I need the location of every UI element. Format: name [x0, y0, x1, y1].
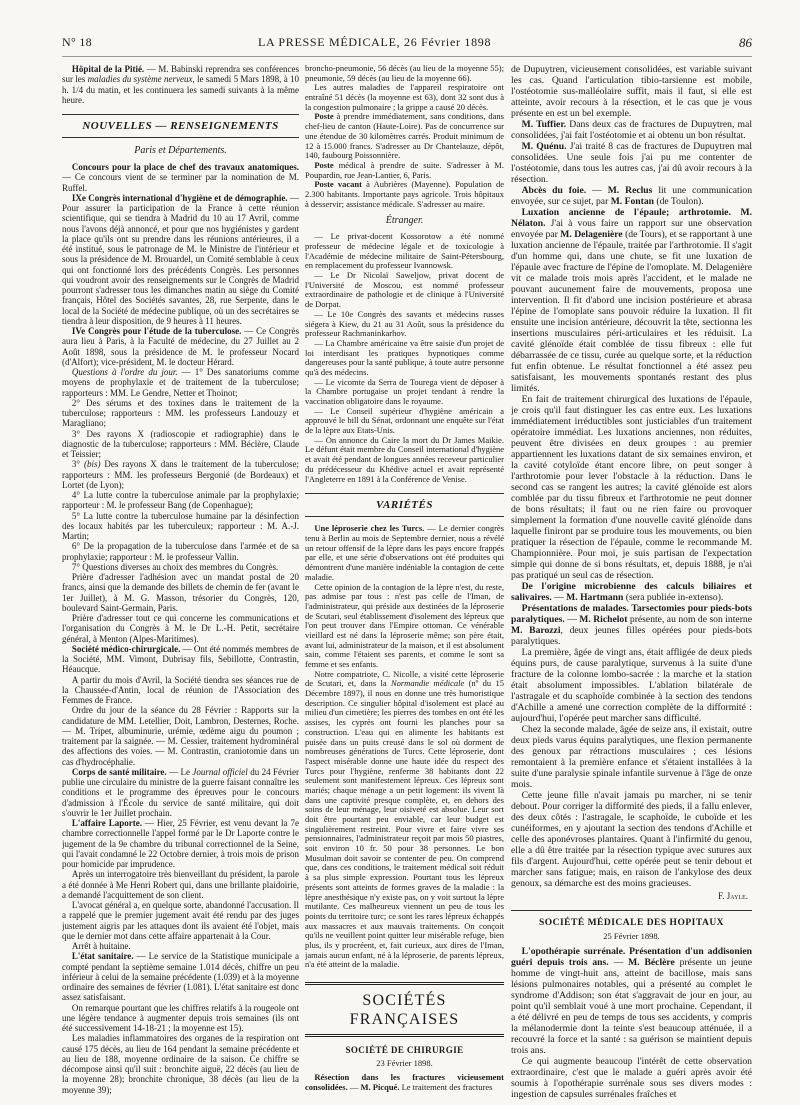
- paragraph-lead: IXe Congrès international d'hygiène et de démographie.: [71, 192, 288, 203]
- paragraph-lead: Présentations de malades. Tarsectomies pour pieds-bots paralytiques.: [511, 603, 752, 625]
- header-rule: [62, 56, 752, 57]
- article-paragraph: [62, 429, 299, 460]
- paragraph-text: — Le dernier congrès tenu à Berlin au mois de Septembre dernier, nous a révélé un retour offensif de la lèpre dans les pays encore frappés par elle, et une série d'observations ont été produites qui démontrent d'une manière indéniable la contagion de cette maladie.: [305, 523, 504, 582]
- paragraph-text: médical à prendre de suite. S'adresser à M. Poupardin, rue Jean-Lantier, 6, Paris.: [305, 159, 504, 180]
- article-paragraph: [62, 941, 299, 951]
- article-paragraph: [62, 951, 299, 1002]
- paragraph-text: (nº du 15 Décembre 1897), il nous en donne une très humoristique description. Ce singulier hôpital d'isolement est placé au milieu d'un cimetière; les pierres des tombes en ont été les assises, les cyprès ont fourni les planches pour sa construction. L'eau qui en alimente les habitants est puisée dans un puits creusé dans le sol où dorment de nombreuses générations de Turcs. Cette léproserie, dont l'aspect misérable donne une haute idée du respect des Turcs pour l'hygiène, renferme 38 habitants dont 22 seulement sont manifestement lépreux. Ces lépreux sont mariés; chaque ménage a un petit logement: ils vivent là dans une captivité presque complète, et, en dehors des soins de leur ménage, leur oisiveté est absolue. Leur sort doit être pourtant peu enviable, car leur budget est singulièrement restreint. Pour vivre et faire vivre ses pensionnaires, l'administrateur reçoit par mois 50 piastres, soit environ 10 fr. 50 pour 38 personnes. Le bon Musulman doit savoir se contenter de peu. On comprend que, dans ces conditions, le traitement médical soit réduit à sa plus simple expression. Pourtant tous les lépreux présents sont atteints de formes graves de la maladie : la lèpre anesthésique n'y existe pas, on y voit surtout la lèpre mutilante. Ces malheureux viennent un peu de tous les points du territoire turc; ce sont les rares lépreux échappés aux massacres et aux mauvais traitements. On conçoit qu'ils ne veuillent point quitter leur misérable refuge, bien plus, ils y procréent, et, fait curieux, aux dires de l'Iman, jamais aucun enfant, né à la léproserie, de parents lépreux, n'a été atteint de la maladie.: [305, 678, 504, 970]
- paragraph-text: Arrêt à huitaine.: [71, 941, 131, 952]
- paragraph-text: L'avocat général a, en quelque sorte, abandonné l'accusation. Il a rappelé que le premier jugement avait été rendu par des juges justement aigris par les attaques dont ils avaient été l'objet, mais que le dernier mot dans cette affaire appartenait à la Cour.: [62, 900, 299, 941]
- article-paragraph: [511, 946, 752, 1056]
- society-heading: SOCIÉTÉ MÉDICALE DES HOPITAUX: [511, 910, 752, 929]
- paragraph-text: —: [347, 1082, 361, 1093]
- paragraph-text: — Le 10e Congrès des savants et médecins russes siégera à Kiew, du 21 au 31 Août, sous la présidence du professeur Rachmaninkarhov.: [305, 308, 504, 339]
- article-paragraph: [62, 869, 299, 900]
- paragraph-lead: M. Delagenière: [560, 229, 623, 240]
- paragraph-text: du 24 Février publie une circulaire du ministre de la guerre faisant connaître les conditions et le programme des épreuves pour le concours d'admission à l'École du service de santé militaire, qui doit s'ouvrir le 1er Juillet prochain.: [62, 766, 299, 818]
- journal-title: LA PRESSE MÉDICALE, 26 Février 1898: [258, 35, 492, 49]
- paragraph-text: (de Toulon).: [654, 196, 704, 207]
- article-paragraph: [62, 562, 299, 572]
- paragraph-lead: L'état sanitaire.: [71, 951, 134, 962]
- article-paragraph: [62, 1033, 299, 1095]
- paragraph-text: Les autres maladies de l'appareil respiratoire ont entraîné 51 décès (la moyenne est 63), dont 32 sont dus à la congestion pulmonaire ; la grippe a causé 20 décès.: [305, 82, 504, 112]
- paragraph-text: Chez la seconde malade, âgée de seize ans, il existait, outre deux pieds varus équins paralytiques, une flexion permanente des genoux par rétractions musculaires ; ces lésions remontaient à la première enfance et s'étaient installées à la suite d'une paralysie spinale infantile survenue à l'âge de onze mois.: [511, 724, 752, 790]
- paragraph-text: présente, au nom de son interne: [627, 614, 752, 625]
- paragraph-lead: M. Richelot: [579, 614, 628, 625]
- paragraph-text: On remarque pourtant que les chiffres relatifs à la rougeole ont une légère tendance à augmenter depuis trois semaines (ils ont été successivement 14-18-21 ; la moyenne est 15).: [62, 1002, 299, 1034]
- article-paragraph: [511, 394, 752, 581]
- section-subheading: Étranger.: [385, 215, 424, 227]
- article-paragraph: [305, 339, 504, 378]
- paragraph-text: Cette opinion de la contagion de la lèpre n'est, du reste, pas admise par tous : n'est pas celle de l'Iman, de l'administrateur, qui préside aux destinées de la léproserie de Scutari, seul établissement d'isolement des lépreux que l'on peut trouver dans l'Empire ottoman. Ce vénérable vieillard est né dans la léproserie même; son père était, avant lui, administrateur de la maison, et il est absolument sain, comme l'étaient ses parents, et comme le sont sa femme et ses enfants.: [305, 581, 504, 669]
- paragraph-lead: Poste: [314, 111, 334, 122]
- paragraph-text: présente un jeune homme de vingt-huit ans, atteint de bacillose, mais sans lésions pulmonaires notables, qui a présenté au complet le syndrome d'Addison; son état s'aggravait de jour en jour, au point qu'il semblait voué à une mort prochaine. Cependant, il a été délivré en peu de temps de tous ses accidents, y compris la mélanodermie dont la teinte s'est beaucoup atténuée, il a recouvré la force et la santé : sa guérison se maintient depuis trois ans.: [511, 957, 752, 1057]
- article-paragraph: [305, 161, 504, 180]
- paragraph-lead: Poste: [314, 159, 334, 170]
- paragraph-text: — Le Dr Nicolaï Saweljow, privat docent de l'Université de Moscou, est nommé professeur extraordinaire de pathologie et de clinique à l'Université de Dorpat.: [305, 270, 504, 310]
- paragraph-text: Ce qui augmente beaucoup l'intérêt de cette observation extraordinaire, c'est que le malade a guéri après avoir été soumis à l'opothérapie surrénale sous ses divers modes : ingestion de capsules surrénales fraîches et: [511, 1056, 752, 1100]
- article-paragraph: [511, 790, 752, 889]
- paragraph-lead: M. Hartmann: [566, 592, 624, 603]
- session-date: 25 Février 1898.: [603, 931, 660, 942]
- paragraph-text: (sera publiée in-extenso).: [623, 592, 724, 603]
- article-paragraph: [62, 64, 299, 105]
- paragraph-lead: Luxation ancienne de l'épaule; arthrotomie. M. Nélaton.: [511, 207, 752, 229]
- article-paragraph-continued: [511, 64, 752, 119]
- paragraph-text: Dans deux cas de fractures de Dupuytren, mal consolidées, j'ai fait l'ostéotomie et ai obtenu un bon résultat.: [511, 119, 752, 141]
- article-paragraph: [305, 524, 504, 582]
- paragraph-lead: M. Fontan: [610, 196, 654, 207]
- section-subheading: Paris et Départements.: [134, 145, 227, 157]
- paragraph-text: Prière d'adresser tout ce qui concerne les communications et l'organisation du Congrès à M. le Dr L.-H. Petit, secrétaire général, à Menton (Alpes-Maritimes).: [62, 613, 299, 644]
- page-header: [0, 35, 800, 53]
- paragraph-text: — 1° Des sanatoriums comme moyens de prophylaxie et de traitement de la tuberculose; rapporteurs : MM. Le Gendre, Netter et Thoinot;: [62, 367, 299, 398]
- society-heading: SOCIÉTÉ DE CHIRURGIE: [345, 1045, 464, 1056]
- article-paragraph: [305, 407, 504, 436]
- paragraph-lead: De l'origine microbienne des calculs biliaires et salivaires.: [511, 581, 752, 603]
- paragraph-text: — Le Conseil supérieur d'hygiène américain a approuvé le bill du Sénat, ordonnant une enquête sur l'état de la lèpre aux Etats-Unis.: [305, 405, 504, 436]
- article-paragraph: [62, 613, 299, 644]
- paragraph-text: —: [564, 614, 580, 625]
- article-paragraph: [305, 378, 504, 407]
- paragraph-text: — La Chambre américaine va être saisie d'un projet de loi interdisant les pratiques hypnotiques comme dangereuses pour la santé publique, à toute autre personne qu'à des médecins.: [305, 337, 504, 377]
- section-heading: VARIÉTÉS: [305, 493, 504, 517]
- paragraph-text: à prendre immédiatement, sans conditions, dans chef-lieu de canton (Haute-Loire). Pas de concurrence sur une étendue de 30 kilomètres carrés. Produit minimum de 12 à 15.000 francs. S'adresser au Dr Chantelauze, dépôt, 140, faubourg Poissonnière.: [305, 111, 504, 161]
- article-paragraph: [511, 581, 752, 603]
- article-paragraph: [305, 232, 504, 271]
- paragraph-lead: M. Quénu.: [521, 141, 567, 152]
- column-2: [305, 64, 504, 1100]
- article-paragraph-continued: [305, 64, 504, 83]
- article-paragraph: [62, 162, 299, 193]
- paragraph-lead: Une léproserie chez les Turcs.: [314, 523, 425, 534]
- paragraph-text: 2° Des sérums et des toxines dans le traitement de la tuberculose; rapporteurs : MM. les professeurs Landouzy et Maragliano;: [62, 397, 299, 429]
- paragraph-lead: Hôpital de la Pitié.: [71, 64, 145, 74]
- column-1: [62, 64, 299, 1100]
- article-paragraph: [305, 310, 504, 339]
- paragraph-text: — Ce concours vient de se terminer par la nomination de M. Ruffel.: [62, 172, 299, 193]
- column-3: [511, 64, 752, 1100]
- article-paragraph: [62, 326, 299, 367]
- paragraph-text: Prière d'adresser l'adhésion avec un mandat postal de 20 francs, ainsi que la demande des billets de chemin de fer (avant le 1er Juillet), à M. G. Masson, trésorier du Congrès, 120, boulevard Saint-Germain, Paris.: [62, 572, 299, 613]
- paragraph-text: — M. Babinski reprendra ses conférences sur les: [62, 64, 299, 85]
- article-paragraph: [62, 541, 299, 562]
- issue-number: N° 18: [62, 35, 92, 49]
- paragraph-lead: M. Barozzi: [511, 625, 561, 636]
- paragraph-lead: IVe Congrès pour l'étude de la tuberculose.: [71, 326, 242, 337]
- paragraph-text: (de Tours), et se rapportant à une luxation ancienne de l'épaule, traitée par l'arthrotomie. Il s'agit d'un homme qui, dans une chute, se fit une luxation de l'épaule avec fracture de l'épine de l'omoplate. M. Delagenière vit ce malade trois mois après l'accident, et le malade ne pouvant aucunement faire de mouvements, proposa une intervention. Il fit d'abord une incision postérieure et abrasa l'épine de l'omoplate sans pouvoir réduire la luxation. Il fit ensuite une incision antérieure, découvrit la tête, sectionna les insertions musculaires péri-articulaires et les réduisit. La cavité glénoïde était comblée de tissu fibreux : elle fut débarrassée de ce tissu, curée au quelque sorte, et la réduction fut enfin obtenue. Le résultat fonctionnel a été assez peu satisfaisant, les mouvements spontanés restant des plus limités.: [511, 229, 752, 394]
- paragraph-text: —: [608, 957, 629, 969]
- paragraph-text: — Le: [166, 766, 193, 777]
- article-paragraph: [305, 271, 504, 310]
- paragraph-text: 3°: [71, 459, 84, 470]
- paragraph-text: J'ai traité 8 cas de fractures de Dupuytren mal consolidées. Une seule fois j'ai pu me contenter de l'ostéotomie, dans tous les autres cas, j'ai dû avoir recours à la résection.: [511, 141, 752, 185]
- article-paragraph: [305, 670, 504, 970]
- italic-phrase: Journal officiel: [192, 766, 248, 777]
- article-paragraph: [62, 511, 299, 542]
- paragraph-text: Notre compatriote, C. Nicolle, a visité cette léproserie de Scutari, et, dans la: [305, 668, 504, 689]
- paragraph-text: à Aubrières (Mayenne). Population de 2.300 habitants. Importante pays agricole. Trois hôpitaux à desservir; assistance médicale. S'adresser au maire.: [305, 179, 504, 209]
- article-paragraph: [62, 490, 299, 511]
- author-signature: F. Jayle.: [718, 891, 748, 901]
- article-paragraph: [305, 112, 504, 160]
- article-paragraph: [62, 675, 299, 706]
- section-heading: NOUVELLES — RENSEIGNEMENTS: [62, 114, 299, 138]
- paragraph-text: 4° La lutte contre la tuberculose animale par la prophylaxie; rapporteur : M. le professeur Bang (de Copenhague);: [62, 490, 299, 511]
- paragraph-lead: Abcès du foie.: [521, 185, 587, 196]
- paragraph-text: — On annonce du Caire la mort du Dr James Maikie. Le défunt était membre du Conseil international d'hygiène et avait été pendant de longues années receveur particulier du prédécesseur du Khédive actuel et avait représenté l'Angleterre en 1891 à la Conférence de Venise.: [305, 434, 504, 484]
- paragraph-text: Les maladies inflammatoires des organes de la respiration ont causé 175 décès, au lieu de 164 pendant la semaine précédente et au lieu de 188, moyenne ordinaire de la saison. Ce chiffre se décompose ainsi qu'il suit : bronchite aiguë, 22 décès (au lieu de la moyenne 28); bronchite chronique, 38 décès (au lieu de la moyenne 39);: [62, 1033, 299, 1095]
- italic-phrase: maladies du système nerveux: [87, 74, 193, 85]
- article-paragraph: [511, 1056, 752, 1100]
- paragraph-text: — Pour assurer la participation de la France à cette réunion scientifique, qui se tiendra à Madrid du 10 au 17 Avril, comme nous l'avons déjà annoncé, et pour que nos hygiénistes y gardent la place qu'ils ont su prendre dans les réunions antérieures, il a été institué, sous le patronage de M. le Ministre de l'intérieur et sous la présidence de M. Brouardel, un Comité semblable à ceux qui ont fonctionné lors des précédents Congrès. Les personnes qui voudront avoir des renseignements sur le Congrès de Madrid pourront s'adresser tous les dimanches matin au siège du Comité français, Hôtel des Sociétés savantes, 28, rue Serpente, dans le local de la Société de médecine publique, où un des secrétaires se tiendra à leur disposition, de 9 heures à 11 heures.: [62, 192, 299, 326]
- paragraph-text: , le samedi 5 Mars 1898, à 10 h. 1/4 du matin, et les continuera les samedi suivants à la même heure.: [62, 74, 299, 105]
- paragraph-text: — Le privat-docent Kossorotow a été nommé professeur de médecine légale et de toxicologie à l'Académie de médecine militaire de Saint-Pétersbourg, en remplacement du professeur Ivannowsk.: [305, 231, 504, 271]
- italic-phrase: (bis): [83, 459, 101, 470]
- article-paragraph: [305, 83, 504, 112]
- paragraph-text: 6° De la propagation de la tuberculose dans l'armée et de sa prophylaxie; rapporteur : M. le professeur Vallin.: [62, 541, 299, 562]
- paragraph-text: de Dupuytren, vicieusement consolidées, est variable suivant les cas. Quand l'articulation tibio-tarsienne est mobile, l'ostéotomie sus-malléolaire suffit, mais il faut, si elle est atteinte, avoir recours à la résection, et le cas que je vous présente en est un bel exemple.: [511, 64, 752, 119]
- article-paragraph: [62, 767, 299, 818]
- paragraph-lead: M. Tuffier.: [521, 119, 567, 130]
- boxed-section-title: SOCIÉTÉS FRANÇAISES: [305, 982, 504, 1037]
- paragraph-text: La première, âgée de vingt ans, était affligée de deux pieds équins purs, de cause paralytique, survenus à la suite d'une fracture de la colonne lombo-sacrée : la marche et la station était absolument impossibles. L'ablation bilatérale de l'astragale et du scaphoïde combinée à la section des tendons d'Achille a amené une correction complète de la difformité : aujourd'hui, l'opérée peut marcher sans difficulté.: [511, 647, 752, 724]
- italic-phrase: Normandie médicale: [390, 678, 465, 689]
- paragraph-text: 5° La lutte contre la tuberculose humaine par la désinfection des locaux habités par les tuberculeux; rapporteur : M. A.-J. Martin;: [62, 510, 299, 542]
- article-paragraph: [511, 185, 752, 207]
- paragraph-text: Des rayons X dans le traitement de la tuberculose; rapporteurs : MM. les professeurs Bergonié (de Bordeaux) et Lortet (de Lyon);: [62, 459, 299, 490]
- paragraph-text: — Ce Congrès aura lieu à Paris, à la Faculté de médecine, du 27 Juillet au 2 Août 1898, sous la présidence de M. le professeur Nocard (d'Alfort); vice-président, M. le docteur Hérard.: [62, 326, 299, 367]
- article-paragraph: [305, 583, 504, 670]
- article-paragraph: [511, 207, 752, 394]
- paragraph-text: lit une communication envoyée, sur ce sujet, par: [511, 185, 752, 207]
- article-paragraph: [62, 193, 299, 326]
- paragraph-text: A partir du mois d'Avril, la Société tiendra ses séances rue de la Chaussée-d'Antin, local de réunion de l'Association des Femmes de France.: [62, 674, 299, 706]
- article-paragraph: [62, 398, 299, 429]
- paragraph-lead: L'opothérapie surrénale. Présentation d'un addisonien guéri depuis trois ans.: [511, 946, 752, 969]
- paragraph-lead: Résection dans les fractures vicieusement consolidées.: [305, 1072, 504, 1093]
- paragraph-text: — Le service de la Statistique municipale a compté pendant la septième semaine 1.014 décès, chiffre un peu inférieur à celui de la semaine précédente (1.039) et à la moyenne ordinaire des semaines de février (1.081). L'état sanitaire est donc assez satisfaisant.: [62, 951, 299, 1003]
- article-paragraph: [511, 724, 752, 790]
- article-paragraph: [62, 705, 299, 767]
- paragraph-text: 3° Des rayons X (radioscopie et radiographie) dans le diagnostic de la tuberculose; rapporteurs : MM. Béclère, Claude et Teissier;: [62, 428, 299, 460]
- paragraph-text: Cette jeune fille n'avait jamais pu marcher, ni se tenir debout. Pour corriger la difformité des pieds, il a fallu enlever, des deux côtés : l'astragale, le scaphoïde, le cuboïde et les cunéiformes, en y ajoutant la section des tendons d'Achille et celle des aponévroses plantaires. Quant à l'infirmité du genou, elle a dû être traitée par la résection typique avec sutures aux fils d'argent. Aujourd'hui, cette opérée peut se tenir debout et marcher sans fatigue; mais, en raison de l'ankylose des deux genoux, sa démarche est des moins gracieuses.: [511, 790, 752, 889]
- paragraph-lead: Concours pour la place de chef des travaux anatomiques.: [71, 162, 299, 173]
- article-paragraph: [511, 119, 752, 141]
- article-paragraph: [62, 572, 299, 613]
- paragraph-text: — Hier, 25 Février, est venu devant la 7e chambre correctionnelle l'appel formé par le Dr Laporte contre le jugement de la 9e chambre du tribunal correctionnel de la Seine, qui l'avait condamné le 22 Octobre dernier, à trois mois de prison pour homicide par imprudence.: [62, 818, 299, 870]
- paragraph-text: —: [586, 185, 608, 196]
- article-paragraph: [62, 367, 299, 398]
- paragraph-text: broncho-pneumonie, 56 décès (au lieu de la moyenne 55); pneumonie, 59 décès (au lieu de la moyenne 66).: [305, 64, 504, 83]
- article-paragraph: [511, 603, 752, 647]
- paragraph-text: J'ai à vous faire un rapport sur une observation envoyée par: [511, 218, 752, 240]
- paragraph-text: —: [551, 592, 567, 603]
- paragraph-lead: L'affaire Laporte.: [71, 818, 142, 829]
- paragraph-text: Après un interrogatoire très bienveillant du président, la parole a été donnée à Me Henri Robert qui, dans une brillante plaidoirie, a demandé l'acquittement de son client.: [62, 869, 299, 900]
- paragraph-text: — Le vicomte da Serra de Tourega vient de déposer à la Chambre portugaise un projet tendant à rendre la vaccination obligatoire dans le royaume.: [305, 376, 504, 406]
- article-paragraph: [62, 1003, 299, 1034]
- paragraph-lead: Poste vacant: [314, 179, 362, 190]
- paragraph-lead: M. Béclère: [628, 957, 675, 969]
- article-paragraph: [305, 1073, 504, 1092]
- session-date: 23 Février 1898.: [376, 1058, 433, 1069]
- paragraph-text: En fait de traitement chirurgical des luxations de l'épaule, je crois qu'il faut distinguer les cas entre eux. Les luxations immédiatement irréductibles sont justiciables d'un traitement opératoire immédiat. Les luxations anciennes, non réduites, peuvent être divisées en deux groupes : au premier appartiennent les luxations datant de six semaines environ, et la cavité cotyloïde étant encore libre, on peut songer à l'arthrotomie pour lever l'obstacle à la réduction. Dans le second cas se rangent les autres; la cavité glénoïde est alors comblée par du tissu fibreux et l'arthrotomie ne peut donner de bons résultats; il faut ou ne rien faire ou provoquer simplement la formation d'une nouvelle cavité glénoïde dans laquelle finiront par se produire tous les mouvements, ou bien pratiquer la résection de l'épaule, comme le recommande M. Championnière. Pour moi, je suis partisan de l'expectation simple qui donne de si bons résultats, et, depuis 1888, je n'ai pas pratiqué un seul cas de résection.: [511, 394, 752, 581]
- paragraph-lead: M. Reclus: [607, 185, 653, 196]
- paragraph-text: — Ont été nommés membres de la Société, MM. Vimont, Dubrisay fils, Sebillotte, Contrastin, Héaucque.: [62, 643, 299, 675]
- paragraph-text: 7° Questions diverses au choix des membres du Congrès.: [71, 561, 279, 572]
- article-paragraph: [62, 818, 299, 869]
- article-paragraph: [305, 180, 504, 209]
- paragraph-text: Le traitement des fractures: [399, 1082, 493, 1093]
- italic-phrase: Questions à l'ordre du jour.: [71, 367, 178, 378]
- article-paragraph: [62, 644, 299, 675]
- paragraph-lead: Société médico-chirurgicale.: [71, 643, 181, 654]
- page-number: 86: [739, 35, 752, 50]
- article-paragraph: [62, 900, 299, 941]
- paragraph-text: , deux jeunes filles opérées pour pieds-bots paralytiques.: [511, 625, 752, 647]
- article-paragraph: [305, 436, 504, 484]
- article-paragraph: [511, 647, 752, 724]
- paragraph-lead: M. Picqué.: [360, 1082, 400, 1093]
- paragraph-text: Ordre du jour de la séance du 28 Février : Rapports sur la candidature de MM. Letellier, Doit, Lambron, Desternes, Roche. — M. Tripet, albuminurie, urémie, œdème aigu du poumon ; traitement par la saignée. — M. Cessier, traitement hydrominéral des affections des voies. — M. Contrastin, craniotomie dans un cas d'hydrocéphalie.: [62, 705, 299, 767]
- paragraph-lead: Corps de santé militaire.: [71, 766, 167, 777]
- article-paragraph: [62, 459, 299, 490]
- article-paragraph: [511, 141, 752, 185]
